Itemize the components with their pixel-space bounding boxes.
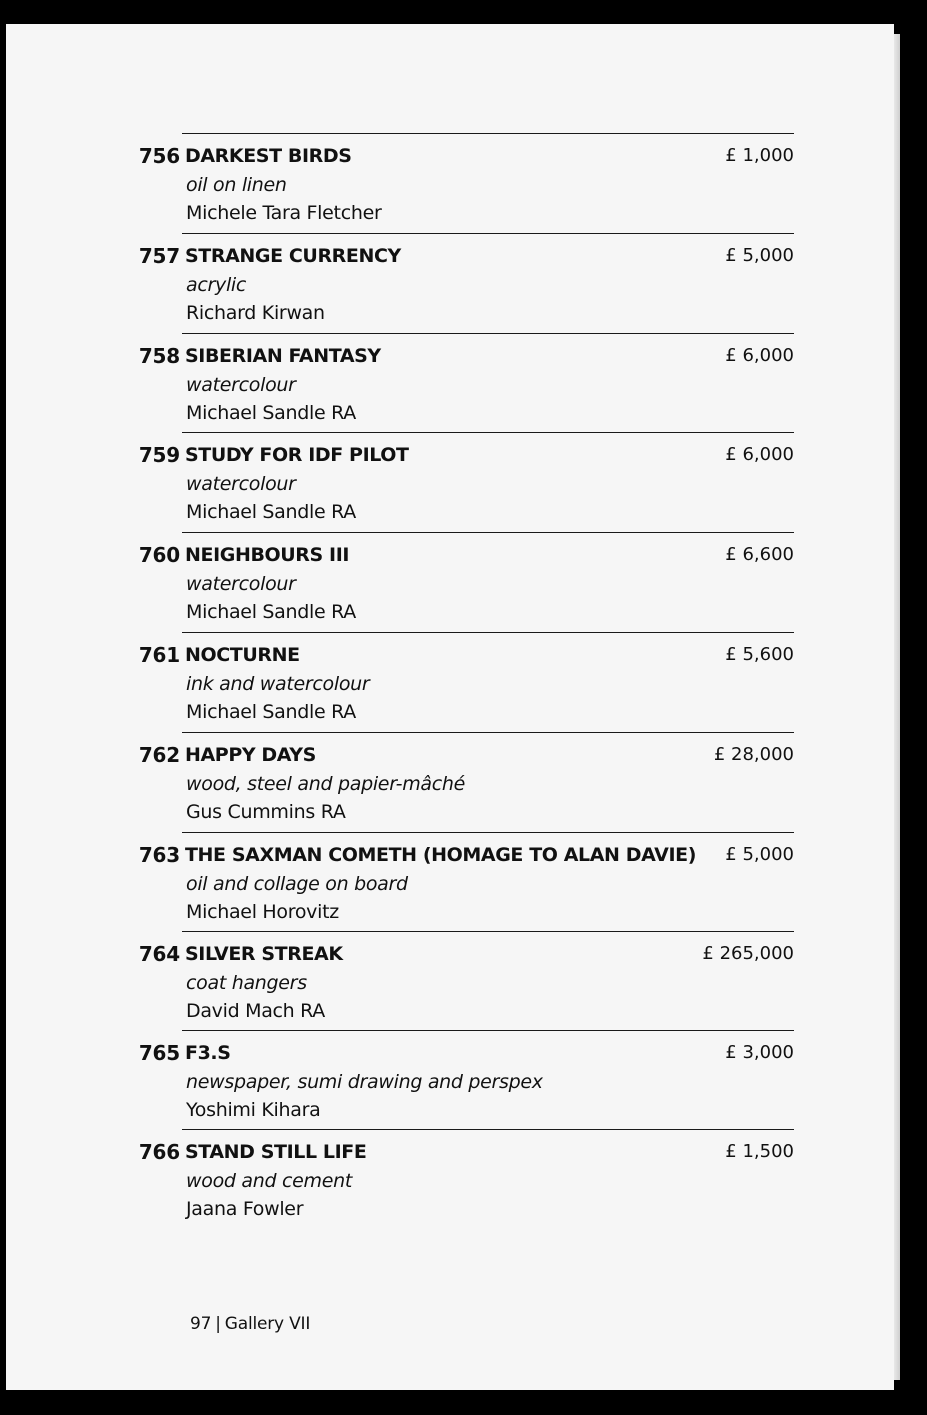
artwork-title: THE SAXMAN COMETH (HOMAGE TO ALAN DAVIE) xyxy=(185,844,696,866)
artist-name: Richard Kirwan xyxy=(186,302,325,324)
catalogue-entry xyxy=(138,532,794,632)
artwork-title: NEIGHBOURS III xyxy=(185,544,350,566)
artwork-medium: oil and collage on board xyxy=(186,873,408,895)
artwork-medium: newspaper, sumi drawing and perspex xyxy=(186,1071,543,1093)
artwork-price: £ 5,600 xyxy=(725,644,794,665)
artwork-medium: acrylic xyxy=(186,274,247,296)
catalogue-page xyxy=(6,24,894,1390)
gallery-section: Gallery VII xyxy=(224,1314,311,1334)
artwork-title: STAND STILL LIFE xyxy=(185,1141,367,1163)
lot-number: 758 xyxy=(138,344,180,368)
artwork-title: SIBERIAN FANTASY xyxy=(185,345,381,367)
artwork-title: STRANGE CURRENCY xyxy=(185,245,401,267)
artwork-medium: watercolour xyxy=(186,573,296,595)
artist-name: Michael Sandle RA xyxy=(186,601,356,623)
artist-name: Gus Cummins RA xyxy=(186,801,346,823)
artist-name: Michael Sandle RA xyxy=(186,701,356,723)
artist-name: Jaana Fowler xyxy=(186,1198,304,1220)
artwork-price: £ 6,000 xyxy=(725,345,794,366)
lot-number: 756 xyxy=(138,144,180,168)
artwork-price: £ 5,000 xyxy=(725,245,794,266)
artist-name: Yoshimi Kihara xyxy=(186,1099,321,1121)
artwork-title: STUDY FOR IDF PILOT xyxy=(185,444,409,466)
catalogue-entry xyxy=(138,432,794,532)
page-footer xyxy=(190,1312,310,1336)
page-number: 97 xyxy=(190,1314,212,1334)
artist-name: David Mach RA xyxy=(186,1000,325,1022)
lot-number: 761 xyxy=(138,643,180,667)
artwork-medium: watercolour xyxy=(186,374,296,396)
catalogue-entry xyxy=(138,1129,794,1229)
artist-name: Michele Tara Fletcher xyxy=(186,202,382,224)
lot-number: 760 xyxy=(138,543,180,567)
artwork-medium: wood and cement xyxy=(186,1170,352,1192)
artwork-price: £ 6,000 xyxy=(725,444,794,465)
catalogue-entry xyxy=(138,732,794,832)
lot-number: 762 xyxy=(138,743,180,767)
artwork-title: NOCTURNE xyxy=(185,644,300,666)
catalogue-entry xyxy=(138,632,794,732)
catalogue-entry xyxy=(138,832,794,932)
lot-number: 766 xyxy=(138,1140,180,1164)
catalogue-entry xyxy=(138,233,794,333)
artist-name: Michael Horovitz xyxy=(186,901,339,923)
artwork-title: SILVER STREAK xyxy=(185,943,343,965)
artwork-price: £ 6,600 xyxy=(725,544,794,565)
artwork-medium: oil on linen xyxy=(186,174,287,196)
artwork-title: DARKEST BIRDS xyxy=(185,145,352,167)
artwork-title: HAPPY DAYS xyxy=(185,744,316,766)
catalogue-entry xyxy=(138,931,794,1031)
artist-name: Michael Sandle RA xyxy=(186,402,356,424)
lot-number: 765 xyxy=(138,1041,180,1065)
artwork-price: £ 3,000 xyxy=(725,1042,794,1063)
catalogue-entry xyxy=(138,1030,794,1130)
artwork-price: £ 265,000 xyxy=(702,943,794,964)
lot-number: 759 xyxy=(138,443,180,467)
catalogue-entry xyxy=(138,133,794,233)
artwork-price: £ 28,000 xyxy=(713,744,794,765)
artwork-price: £ 1,500 xyxy=(725,1141,794,1162)
footer-separator: | xyxy=(215,1314,221,1334)
artwork-medium: coat hangers xyxy=(186,972,307,994)
artwork-medium: wood, steel and papier-mâché xyxy=(186,773,466,795)
artist-name: Michael Sandle RA xyxy=(186,501,356,523)
artwork-price: £ 5,000 xyxy=(725,844,794,865)
catalogue-entry xyxy=(138,333,794,433)
lot-number: 763 xyxy=(138,843,180,867)
lot-number: 757 xyxy=(138,244,180,268)
artwork-title: F3.S xyxy=(185,1042,231,1064)
artwork-medium: ink and watercolour xyxy=(186,673,370,695)
artwork-medium: watercolour xyxy=(186,473,296,495)
lot-number: 764 xyxy=(138,942,180,966)
artwork-price: £ 1,000 xyxy=(725,145,794,166)
